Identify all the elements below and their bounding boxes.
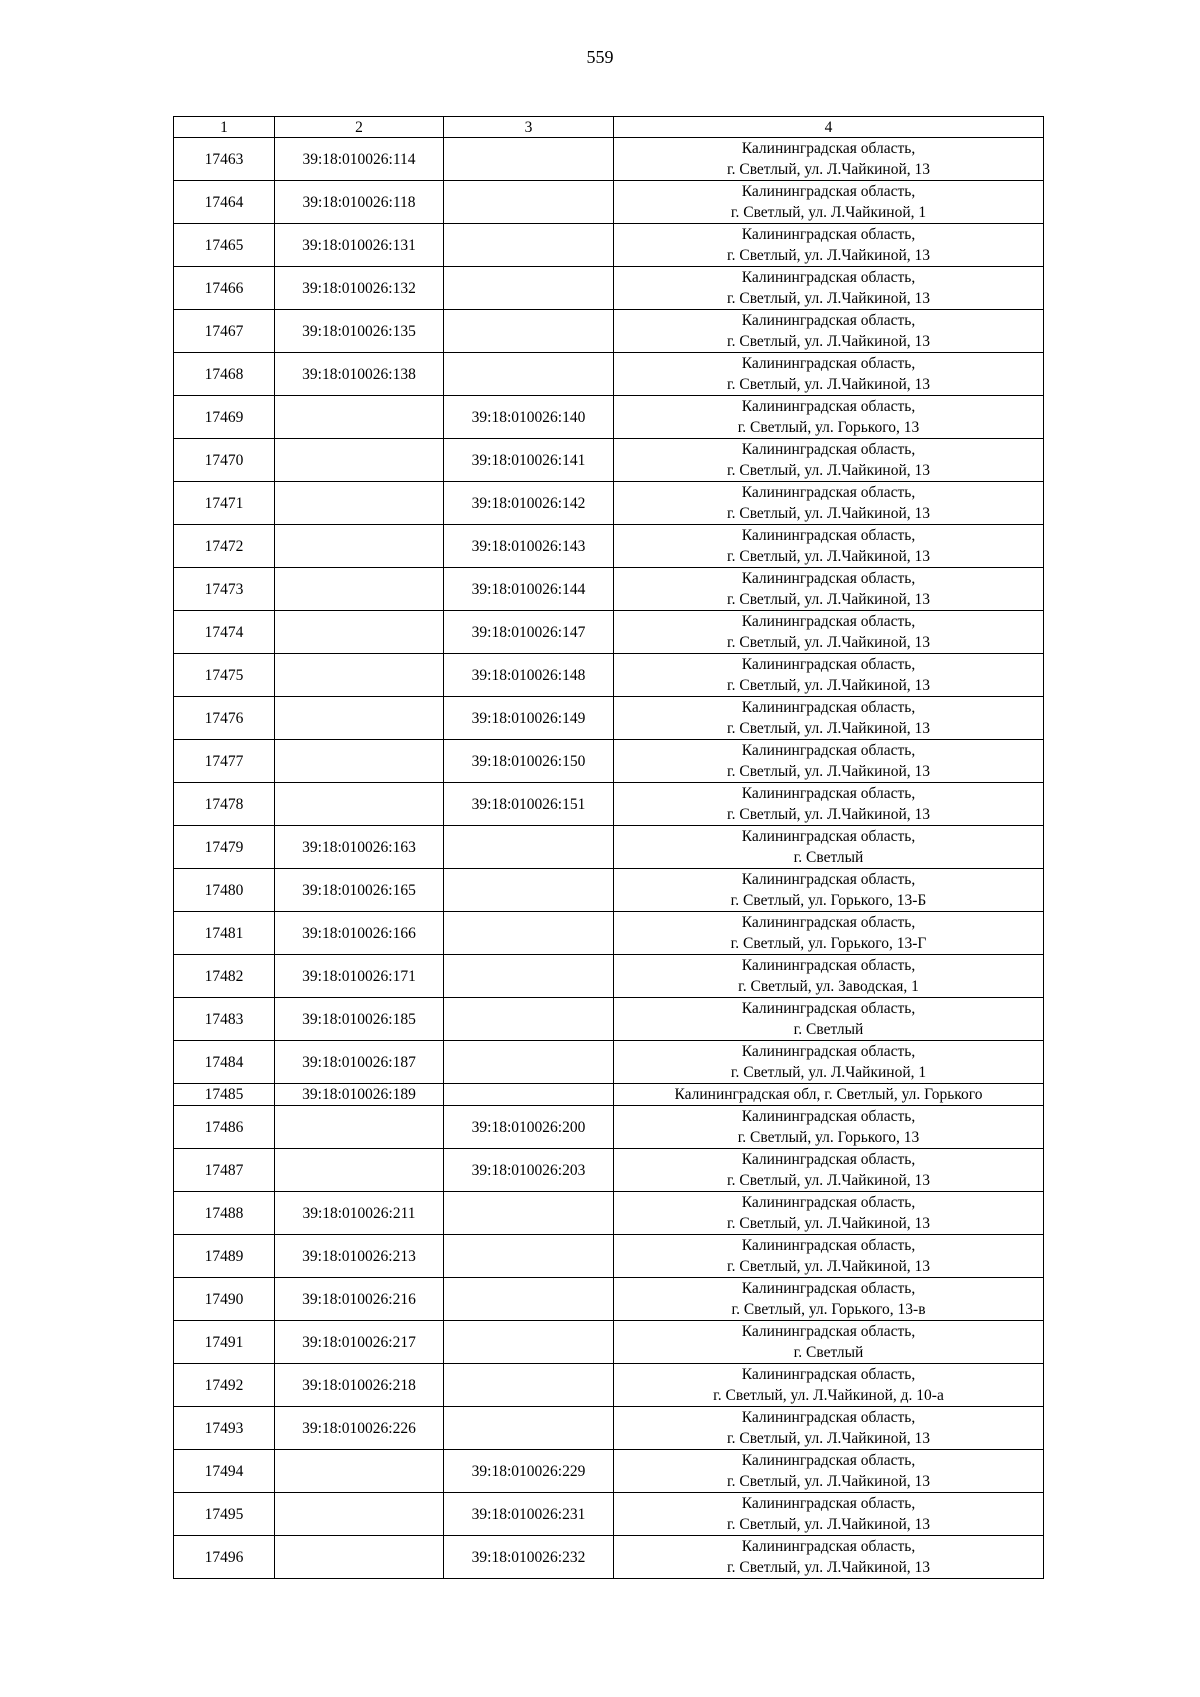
cadastral-number-cell: 39:18:010026:211 — [275, 1192, 444, 1235]
row-number-cell: 17483 — [174, 998, 275, 1041]
address-line: Калининградская область, — [741, 871, 916, 888]
related-cadastral-number-cell — [444, 267, 614, 310]
table-row — [174, 310, 1044, 353]
related-cadastral-number-cell — [444, 955, 614, 998]
address-line: г. Светлый — [793, 849, 864, 866]
cadastral-number-cell — [275, 439, 444, 482]
row-number-cell: 17469 — [174, 396, 275, 439]
table-row — [174, 955, 1044, 998]
related-cadastral-number-cell — [444, 912, 614, 955]
address-cell — [614, 439, 1044, 482]
cadastral-number-cell — [275, 396, 444, 439]
cadastral-number-cell — [275, 1450, 444, 1493]
address-line: Калининградская область, — [741, 914, 916, 931]
address-line: г. Светлый, ул. Горького, 13-Б — [730, 892, 927, 909]
address-line: Калининградская обл, г. Светлый, ул. Горького — [674, 1086, 983, 1103]
row-number-cell: 17493 — [174, 1407, 275, 1450]
cadastral-number-cell — [275, 568, 444, 611]
address-cell — [614, 912, 1044, 955]
related-cadastral-number-cell — [444, 353, 614, 396]
row-number-cell: 17485 — [174, 1084, 275, 1106]
address-line: Калининградская область, — [741, 527, 916, 544]
address-line: Калининградская область, — [741, 226, 916, 243]
address-line: Калининградская область, — [741, 1280, 916, 1297]
table-row — [174, 181, 1044, 224]
table-row — [174, 1450, 1044, 1493]
row-number-cell: 17471 — [174, 482, 275, 525]
row-number-cell: 17491 — [174, 1321, 275, 1364]
table-row — [174, 439, 1044, 482]
related-cadastral-number-cell — [444, 1041, 614, 1084]
table-row — [174, 1321, 1044, 1364]
address-cell — [614, 1450, 1044, 1493]
table-row — [174, 1041, 1044, 1084]
address-line: г. Светлый, ул. Горького, 13 — [737, 419, 920, 436]
row-number-cell: 17465 — [174, 224, 275, 267]
address-line: г. Светлый — [793, 1344, 864, 1361]
table-row — [174, 267, 1044, 310]
address-line: г. Светлый, ул. Л.Чайкиной, 1 — [730, 1064, 927, 1081]
table-row — [174, 1235, 1044, 1278]
related-cadastral-number-cell: 39:18:010026:148 — [444, 654, 614, 697]
address-cell — [614, 783, 1044, 826]
column-header-1: 1 — [174, 117, 275, 138]
address-line: г. Светлый, ул. Л.Чайкиной, 13 — [727, 591, 930, 608]
column-header-2: 2 — [275, 117, 444, 138]
cadastral-number-cell: 39:18:010026:187 — [275, 1041, 444, 1084]
address-cell — [614, 1321, 1044, 1364]
row-number-cell: 17487 — [174, 1149, 275, 1192]
cadastral-number-cell: 39:18:010026:217 — [275, 1321, 444, 1364]
page-number: 559 — [586, 47, 614, 67]
related-cadastral-number-cell — [444, 1407, 614, 1450]
address-line: г. Светлый, ул. Л.Чайкиной, 1 — [730, 204, 927, 221]
column-header-4: 4 — [614, 117, 1044, 138]
address-line: Калининградская область, — [741, 828, 916, 845]
cadastral-number-cell: 39:18:010026:213 — [275, 1235, 444, 1278]
address-cell — [614, 525, 1044, 568]
cadastral-number-cell — [275, 697, 444, 740]
related-cadastral-number-cell — [444, 1235, 614, 1278]
address-line: г. Светлый, ул. Л.Чайкиной, 13 — [727, 161, 930, 178]
address-line: Калининградская область, — [741, 1151, 916, 1168]
table-row — [174, 740, 1044, 783]
row-number-cell: 17481 — [174, 912, 275, 955]
row-number-cell: 17467 — [174, 310, 275, 353]
related-cadastral-number-cell: 39:18:010026:203 — [444, 1149, 614, 1192]
table-row — [174, 1106, 1044, 1149]
address-line: Калининградская область, — [741, 1538, 916, 1555]
address-line: Калининградская область, — [741, 140, 916, 157]
cadastral-number-cell: 39:18:010026:171 — [275, 955, 444, 998]
row-number-cell: 17466 — [174, 267, 275, 310]
table-row — [174, 654, 1044, 697]
related-cadastral-number-cell — [444, 826, 614, 869]
cadastral-number-cell — [275, 611, 444, 654]
address-line: г. Светлый, ул. Л.Чайкиной, 13 — [727, 333, 930, 350]
address-cell — [614, 1493, 1044, 1536]
related-cadastral-number-cell: 39:18:010026:151 — [444, 783, 614, 826]
row-number-cell: 17468 — [174, 353, 275, 396]
cadastral-number-cell — [275, 482, 444, 525]
address-line: Калининградская область, — [741, 613, 916, 630]
cadastral-number-cell: 39:18:010026:216 — [275, 1278, 444, 1321]
table-row — [174, 826, 1044, 869]
address-line: г. Светлый, ул. Л.Чайкиной, 13 — [727, 806, 930, 823]
table-header-row — [174, 117, 1044, 138]
row-number-cell: 17488 — [174, 1192, 275, 1235]
related-cadastral-number-cell: 39:18:010026:144 — [444, 568, 614, 611]
row-number-cell: 17482 — [174, 955, 275, 998]
address-line: г. Светлый, ул. Горького, 13-Г — [730, 935, 927, 952]
address-line: Калининградская область, — [741, 355, 916, 372]
table-row — [174, 1364, 1044, 1407]
row-number-cell: 17480 — [174, 869, 275, 912]
address-cell — [614, 998, 1044, 1041]
address-line: Калининградская область, — [741, 1452, 916, 1469]
row-number-cell: 17496 — [174, 1536, 275, 1579]
address-line: Калининградская область, — [741, 484, 916, 501]
related-cadastral-number-cell — [444, 1321, 614, 1364]
address-cell — [614, 181, 1044, 224]
table-row — [174, 525, 1044, 568]
table-row — [174, 912, 1044, 955]
related-cadastral-number-cell: 39:18:010026:229 — [444, 1450, 614, 1493]
cadastral-number-cell — [275, 1536, 444, 1579]
related-cadastral-number-cell — [444, 310, 614, 353]
row-number-cell: 17475 — [174, 654, 275, 697]
address-line: Калининградская область, — [741, 1366, 916, 1383]
row-number-cell: 17489 — [174, 1235, 275, 1278]
address-line: г. Светлый, ул. Л.Чайкиной, 13 — [727, 290, 930, 307]
related-cadastral-number-cell — [444, 1278, 614, 1321]
row-number-cell: 17484 — [174, 1041, 275, 1084]
related-cadastral-number-cell — [444, 1192, 614, 1235]
cadastral-number-cell: 39:18:010026:163 — [275, 826, 444, 869]
address-cell — [614, 1278, 1044, 1321]
address-line: Калининградская область, — [741, 699, 916, 716]
cadastral-number-cell: 39:18:010026:131 — [275, 224, 444, 267]
address-line: Калининградская область, — [741, 398, 916, 415]
table-row — [174, 1149, 1044, 1192]
table-row — [174, 1536, 1044, 1579]
address-cell — [614, 697, 1044, 740]
address-line: г. Светлый, ул. Л.Чайкиной, д. 10-а — [713, 1387, 944, 1404]
row-number-cell: 17472 — [174, 525, 275, 568]
cadastral-number-cell — [275, 525, 444, 568]
related-cadastral-number-cell — [444, 138, 614, 181]
table-row — [174, 1084, 1044, 1106]
cadastral-number-cell — [275, 1149, 444, 1192]
address-cell — [614, 1407, 1044, 1450]
address-line: г. Светлый, ул. Л.Чайкиной, 13 — [727, 505, 930, 522]
address-line: г. Светлый, ул. Л.Чайкиной, 13 — [727, 247, 930, 264]
cadastral-number-cell: 39:18:010026:114 — [275, 138, 444, 181]
address-line: г. Светлый — [793, 1021, 864, 1038]
address-cell — [614, 310, 1044, 353]
address-line: г. Светлый, ул. Л.Чайкиной, 13 — [727, 720, 930, 737]
address-line: Калининградская область, — [741, 441, 916, 458]
cadastral-number-cell — [275, 740, 444, 783]
cadastral-number-cell — [275, 783, 444, 826]
related-cadastral-number-cell — [444, 869, 614, 912]
address-cell — [614, 740, 1044, 783]
address-line: г. Светлый, ул. Л.Чайкиной, 13 — [727, 376, 930, 393]
address-cell — [614, 568, 1044, 611]
table-row — [174, 1407, 1044, 1450]
related-cadastral-number-cell: 39:18:010026:231 — [444, 1493, 614, 1536]
row-number-cell: 17486 — [174, 1106, 275, 1149]
address-line: Калининградская область, — [741, 1409, 916, 1426]
address-cell — [614, 1235, 1044, 1278]
address-line: Калининградская область, — [741, 1323, 916, 1340]
address-line: Калининградская область, — [741, 1495, 916, 1512]
address-line: Калининградская область, — [741, 312, 916, 329]
table-row — [174, 783, 1044, 826]
address-cell — [614, 396, 1044, 439]
row-number-cell: 17463 — [174, 138, 275, 181]
cadastral-number-cell: 39:18:010026:189 — [275, 1084, 444, 1106]
address-cell — [614, 353, 1044, 396]
related-cadastral-number-cell — [444, 181, 614, 224]
row-number-cell: 17490 — [174, 1278, 275, 1321]
cadastral-number-cell — [275, 1106, 444, 1149]
address-line: г. Светлый, ул. Л.Чайкиной, 13 — [727, 634, 930, 651]
table-row — [174, 1493, 1044, 1536]
related-cadastral-number-cell: 39:18:010026:232 — [444, 1536, 614, 1579]
address-line: г. Светлый, ул. Горького, 13-в — [731, 1301, 926, 1318]
address-cell — [614, 224, 1044, 267]
address-line: г. Светлый, ул. Л.Чайкиной, 13 — [727, 1258, 930, 1275]
address-cell — [614, 267, 1044, 310]
row-number-cell: 17476 — [174, 697, 275, 740]
address-line: г. Светлый, ул. Л.Чайкиной, 13 — [727, 763, 930, 780]
address-cell — [614, 869, 1044, 912]
related-cadastral-number-cell — [444, 998, 614, 1041]
address-line: г. Светлый, ул. Л.Чайкиной, 13 — [727, 1559, 930, 1576]
address-cell — [614, 955, 1044, 998]
address-line: Калининградская область, — [741, 1000, 916, 1017]
address-cell — [614, 1106, 1044, 1149]
address-cell — [614, 826, 1044, 869]
registry-table — [173, 116, 1044, 1579]
table-row — [174, 482, 1044, 525]
address-line: г. Светлый, ул. Л.Чайкиной, 13 — [727, 1215, 930, 1232]
table-row — [174, 353, 1044, 396]
table-row — [174, 1278, 1044, 1321]
address-line: г. Светлый, ул. Л.Чайкиной, 13 — [727, 462, 930, 479]
row-number-cell: 17477 — [174, 740, 275, 783]
address-line: г. Светлый, ул. Л.Чайкиной, 13 — [727, 1473, 930, 1490]
row-number-cell: 17495 — [174, 1493, 275, 1536]
address-line: г. Светлый, ул. Л.Чайкиной, 13 — [727, 1172, 930, 1189]
row-number-cell: 17492 — [174, 1364, 275, 1407]
address-line: г. Светлый, ул. Л.Чайкиной, 13 — [727, 1430, 930, 1447]
table-row — [174, 1192, 1044, 1235]
cadastral-number-cell — [275, 1493, 444, 1536]
row-number-cell: 17474 — [174, 611, 275, 654]
row-number-cell: 17478 — [174, 783, 275, 826]
table-row — [174, 568, 1044, 611]
table-row — [174, 611, 1044, 654]
address-cell — [614, 1536, 1044, 1579]
address-line: г. Светлый, ул. Л.Чайкиной, 13 — [727, 1516, 930, 1533]
address-line: Калининградская область, — [741, 1043, 916, 1060]
address-cell — [614, 138, 1044, 181]
address-line: г. Светлый, ул. Заводская, 1 — [738, 978, 919, 995]
cadastral-number-cell: 39:18:010026:218 — [275, 1364, 444, 1407]
table-row — [174, 697, 1044, 740]
related-cadastral-number-cell: 39:18:010026:143 — [444, 525, 614, 568]
column-header-3: 3 — [444, 117, 614, 138]
address-cell — [614, 1192, 1044, 1235]
related-cadastral-number-cell — [444, 1364, 614, 1407]
related-cadastral-number-cell — [444, 1084, 614, 1106]
cadastral-number-cell: 39:18:010026:165 — [275, 869, 444, 912]
related-cadastral-number-cell: 39:18:010026:147 — [444, 611, 614, 654]
address-line: г. Светлый, ул. Горького, 13 — [737, 1129, 920, 1146]
related-cadastral-number-cell: 39:18:010026:140 — [444, 396, 614, 439]
address-line: Калининградская область, — [741, 1194, 916, 1211]
address-line: г. Светлый, ул. Л.Чайкиной, 13 — [727, 677, 930, 694]
row-number-cell: 17473 — [174, 568, 275, 611]
table-row — [174, 998, 1044, 1041]
address-cell — [614, 1364, 1044, 1407]
address-cell — [614, 611, 1044, 654]
related-cadastral-number-cell: 39:18:010026:142 — [444, 482, 614, 525]
cadastral-number-cell: 39:18:010026:118 — [275, 181, 444, 224]
related-cadastral-number-cell: 39:18:010026:149 — [444, 697, 614, 740]
address-cell — [614, 1149, 1044, 1192]
row-number-cell: 17470 — [174, 439, 275, 482]
address-line: Калининградская область, — [741, 656, 916, 673]
address-cell — [614, 1084, 1044, 1106]
table-row — [174, 138, 1044, 181]
address-line: Калининградская область, — [741, 785, 916, 802]
cadastral-number-cell: 39:18:010026:226 — [275, 1407, 444, 1450]
address-line: г. Светлый, ул. Л.Чайкиной, 13 — [727, 548, 930, 565]
row-number-cell: 17464 — [174, 181, 275, 224]
table-row — [174, 224, 1044, 267]
related-cadastral-number-cell: 39:18:010026:150 — [444, 740, 614, 783]
row-number-cell: 17479 — [174, 826, 275, 869]
address-line: Калининградская область, — [741, 269, 916, 286]
cadastral-number-cell: 39:18:010026:132 — [275, 267, 444, 310]
cadastral-number-cell: 39:18:010026:185 — [275, 998, 444, 1041]
cadastral-number-cell: 39:18:010026:138 — [275, 353, 444, 396]
table-row — [174, 396, 1044, 439]
address-line: Калининградская область, — [741, 1237, 916, 1254]
address-line: Калининградская область, — [741, 183, 916, 200]
address-cell — [614, 482, 1044, 525]
cadastral-number-cell: 39:18:010026:135 — [275, 310, 444, 353]
address-line: Калининградская область, — [741, 742, 916, 759]
address-cell — [614, 654, 1044, 697]
address-line: Калининградская область, — [741, 957, 916, 974]
address-line: Калининградская область, — [741, 1108, 916, 1125]
address-line: Калининградская область, — [741, 570, 916, 587]
table-body — [174, 138, 1044, 1579]
related-cadastral-number-cell: 39:18:010026:200 — [444, 1106, 614, 1149]
cadastral-number-cell: 39:18:010026:166 — [275, 912, 444, 955]
table-row — [174, 869, 1044, 912]
cadastral-number-cell — [275, 654, 444, 697]
row-number-cell: 17494 — [174, 1450, 275, 1493]
address-cell — [614, 1041, 1044, 1084]
related-cadastral-number-cell — [444, 224, 614, 267]
related-cadastral-number-cell: 39:18:010026:141 — [444, 439, 614, 482]
